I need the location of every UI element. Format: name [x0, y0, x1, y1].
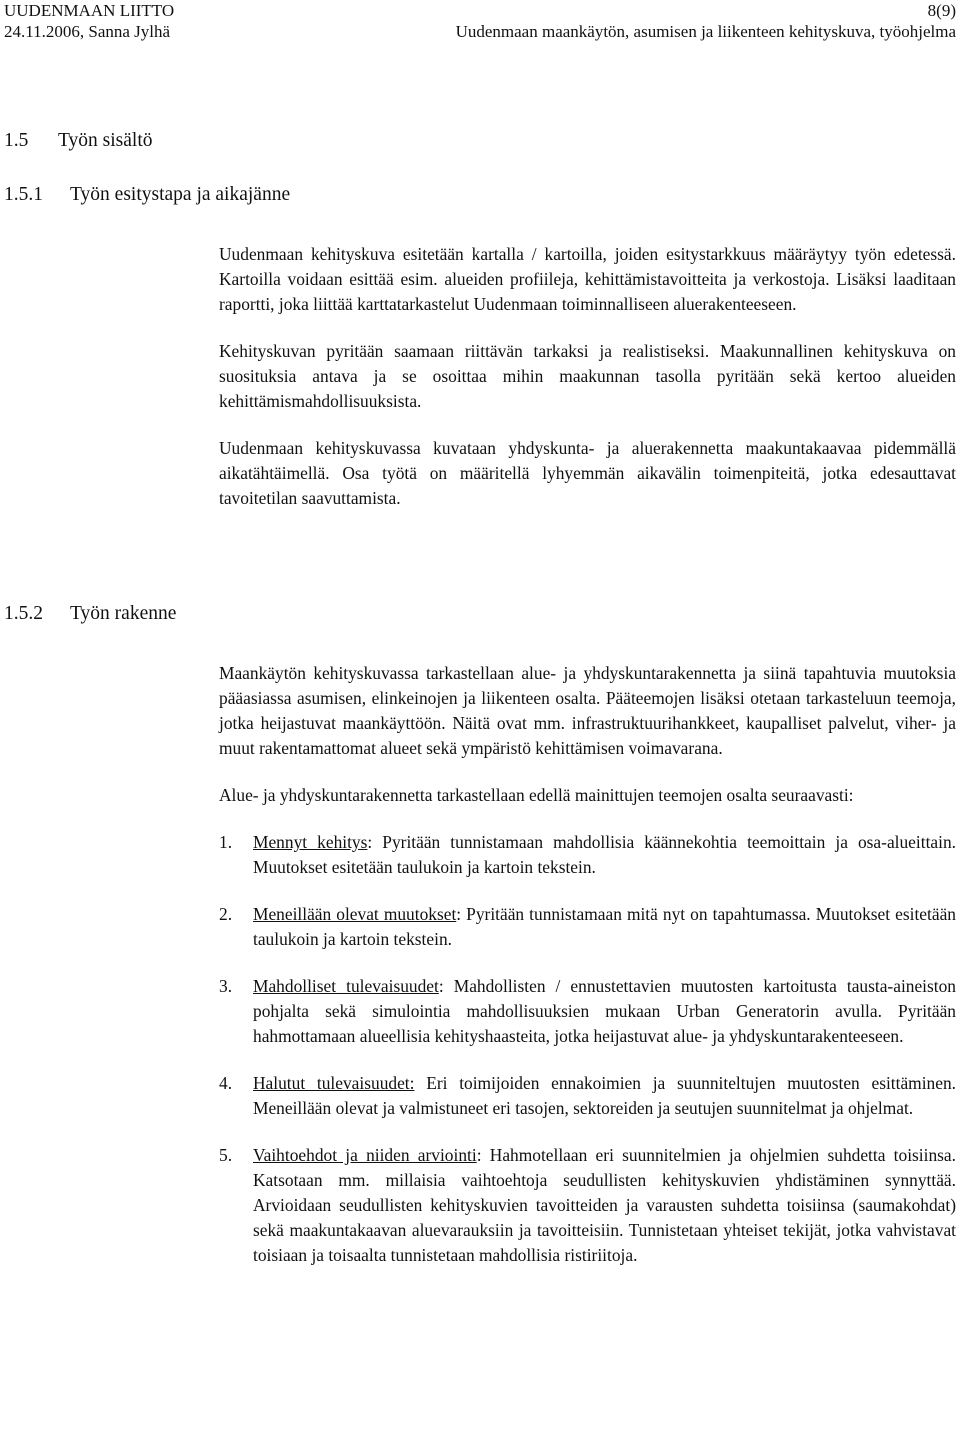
subsection-heading-1: [4, 184, 290, 206]
list-item-heading: Halutut tulevaisuudet:: [253, 1073, 415, 1093]
paragraph: Alue- ja yhdyskuntarakennetta tarkastellaan edellä mainittujen teemojen osalta seuraavasti:: [219, 785, 854, 805]
list-item-heading: Meneillään olevat muutokset: [253, 904, 457, 924]
list-item-text: : Hahmotellaan eri suunnitelmien ja ohjelmien suhdetta toisiinsa. Katsotaan mm. millaisia vaihtoehtoja seudullisten kehityskuvien yhdistäminen synnyttää. Arvioidaan seudullisten kehityskuvien tavoitteiden ja varausten suhdetta toisiinsa (saumakohdat) sekä maakuntakaavan aluevarauksiin ja tavoitteisiin. Tunnistetaan yhteiset tekijät, jotka vahvistavat toisiaan ja toisaalta tunnistetaan mahdollisia ristiriitoja.: [253, 1145, 956, 1265]
list-item-text: : Pyritään tunnistamaan mitä nyt on tapahtumassa. Muutokset esitetään taulukoin ja kartoin tekstein.: [253, 904, 956, 949]
paragraph: Uudenmaan kehityskuvassa kuvataan yhdyskunta- ja aluerakennetta maakuntakaavaa pidemmällä aikatähtäimellä. Osa työtä on määritellä lyhyemmän aikavälin toimenpiteitä, jotka edesauttavat tavoitetilan saavuttamista.: [219, 438, 956, 508]
subsection-title-2: Työn rakenne: [70, 603, 177, 624]
list-item-text: : Pyritään tunnistamaan mahdollisia käännekohtia teemoittain ja osa-alueittain. Muutokset esitetään taulukoin ja kartoin tekstein.: [253, 832, 956, 877]
section-title: Työn sisältö: [58, 130, 153, 151]
header-page-number: 8(9): [927, 1, 956, 20]
list-item-text: : Mahdollisten / ennustettavien muutosten kartoitusta tausta-aineiston pohjalta sekä simulointia mahdollisuuksien mukaan Urban Generatorin avulla. Pyritään hahmottamaan alueellisia kehityshaasteita, jotka heijastuvat alue- ja yhdyskuntarakenteeseen.: [253, 976, 957, 1046]
list-item: [219, 902, 956, 952]
subsection-1-body: [219, 242, 956, 533]
subsection-title-1: Työn esitystapa ja aikajänne: [70, 184, 291, 205]
list-item-heading: Mennyt kehitys: [253, 832, 368, 852]
list-item: [219, 830, 956, 880]
list-item: [219, 1071, 956, 1121]
list-item: [219, 1143, 956, 1268]
subsection-number-2: 1.5.2: [4, 603, 43, 624]
list-item-number: 3.: [219, 976, 233, 996]
subsection-heading-2: [4, 603, 176, 625]
paragraph: Kehityskuvan pyritään saamaan riittävän tarkaksi ja realistiseksi. Maakunnallinen kehityskuva on suosituksia antava ja se osoittaa mihin maakunnan tasolla pyritään sekä kertoo alueiden kehittämismahdollisuuksista.: [219, 341, 956, 411]
subsection-2-body: [219, 661, 956, 1290]
list-item-number: 5.: [219, 1145, 233, 1165]
subsection-number-1: 1.5.1: [4, 184, 43, 205]
list-item-number: 1.: [219, 832, 233, 852]
header-org: UUDENMAAN LIITTO: [4, 1, 175, 20]
list-item-number: 4.: [219, 1073, 233, 1093]
header-date-author: 24.11.2006, Sanna Jylhä: [4, 22, 171, 41]
list-item-text: Eri toimijoiden ennakoimien ja suunniteltujen muutosten esittäminen. Meneillään olevat ja valmistuneet eri tasojen, sektoreiden ja seutujen suunnitelmat ja ohjelmat.: [253, 1073, 956, 1118]
list-item: [219, 974, 956, 1049]
list-item-number: 2.: [219, 904, 233, 924]
list-item-heading: Mahdolliset tulevaisuudet: [253, 976, 439, 996]
paragraph: Maankäytön kehityskuvassa tarkastellaan alue- ja yhdyskuntarakennetta ja siinä tapahtuvia muutoksia pääasiassa asumisen, elinkeinojen ja liikenteen osalta. Pääteemojen lisäksi otetaan tarkasteluun teemoja, jotka heijastuvat maankäyttöön. Näitä ovat mm. infrastruktuurihankkeet, kaupalliset palvelut, viher- ja muut rakentamattomat alueet sekä ympäristö kehittämisen voimavarana.: [219, 663, 956, 758]
list-item-heading: Vaihtoehdot ja niiden arviointi: [253, 1145, 477, 1165]
numbered-list: [219, 830, 956, 1268]
section-number: 1.5: [4, 130, 29, 151]
section-heading: [4, 130, 153, 152]
paragraph: Uudenmaan kehityskuva esitetään kartalla / kartoilla, joiden esitystarkkuus määräytyy työn edetessä. Kartoilla voidaan esittää esim. alueiden profiileja, kehittämistavoitteita ja verkostoja. Lisäksi laaditaan raportti, joka liittää karttatarkastelut Uudenmaan toiminnalliseen aluerakenteeseen.: [219, 244, 956, 314]
header-doc-title: Uudenmaan maankäytön, asumisen ja liikenteen kehityskuva, työohjelma: [455, 22, 956, 41]
